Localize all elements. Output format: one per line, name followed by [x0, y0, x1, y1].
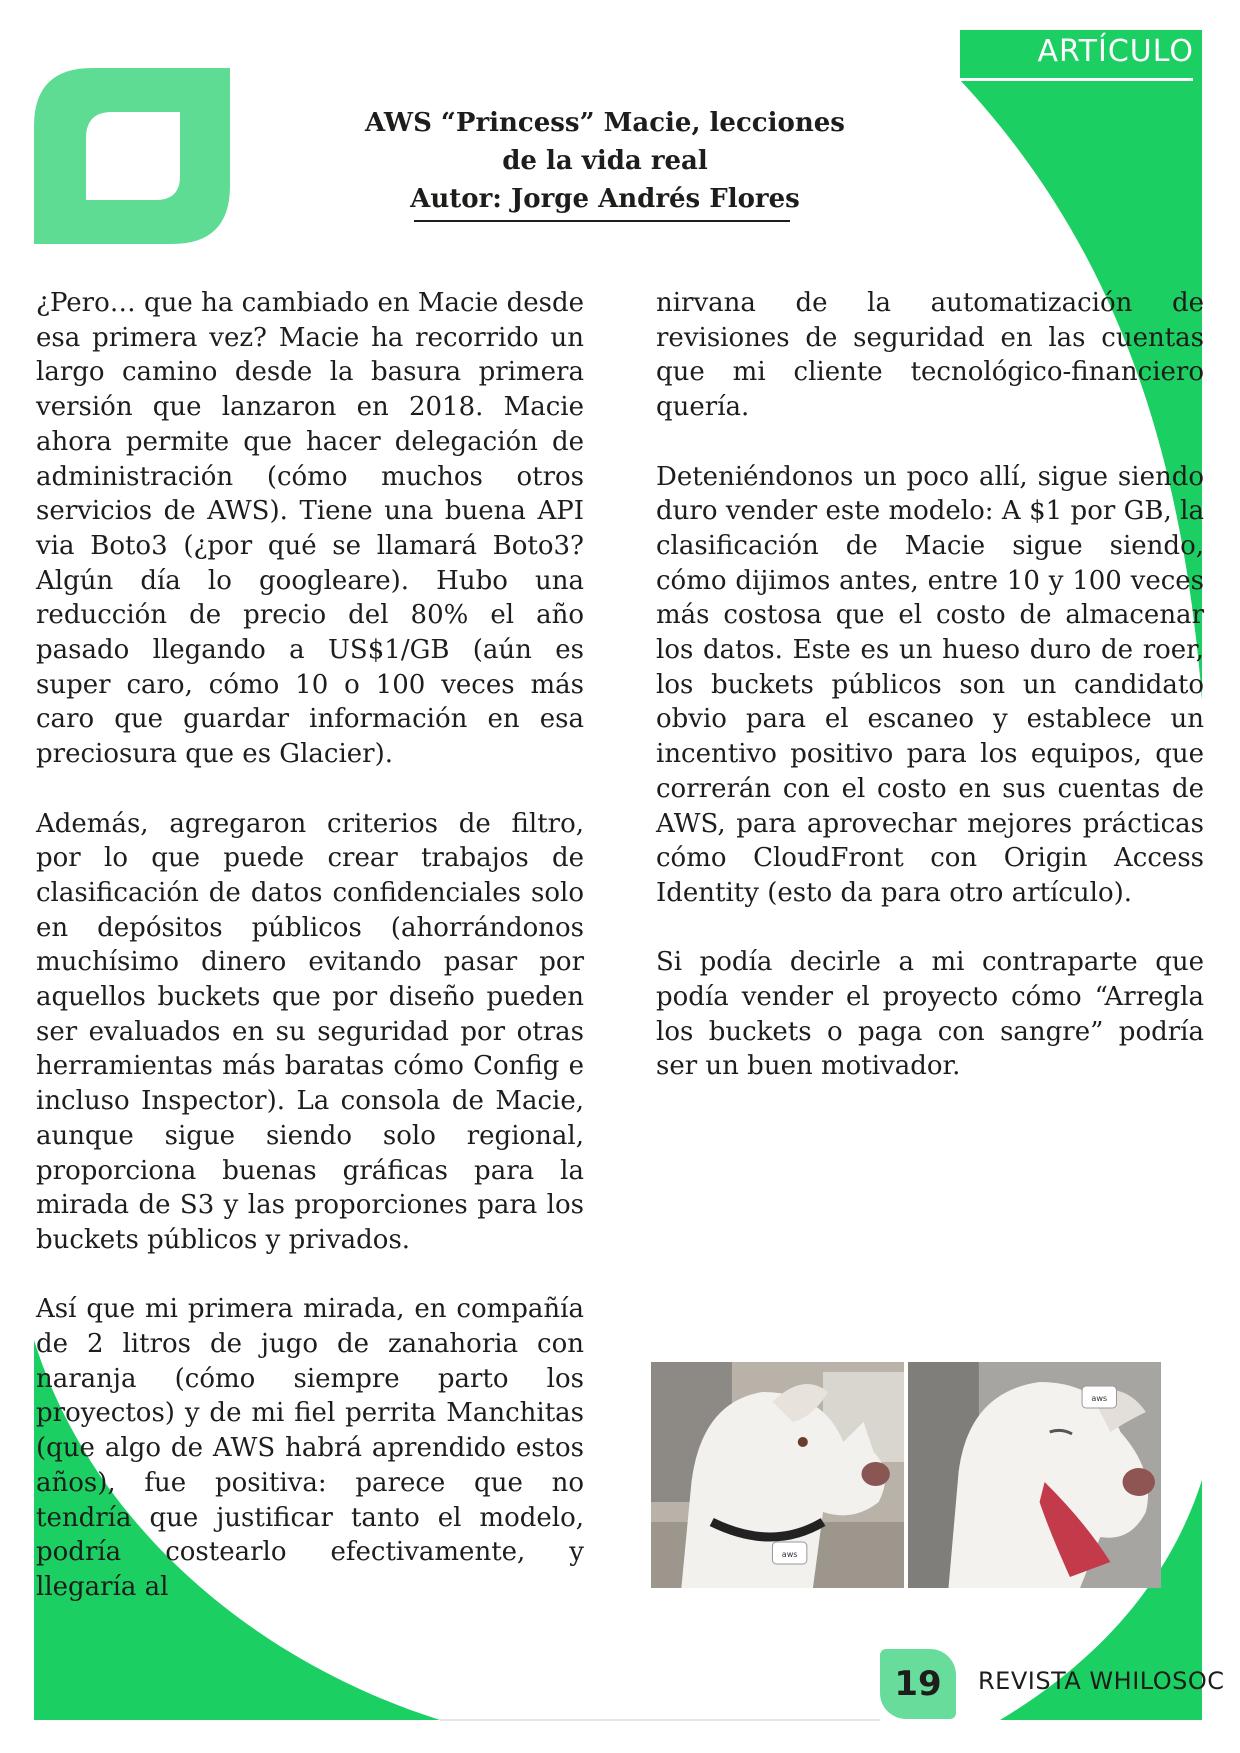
magazine-name: REVISTA WHILOSOC: [978, 1667, 1225, 1695]
paragraph: nirvana de la automatización de revisiones de seguridad en las cuentas que mi cliente tecnológico-financiero quería.: [656, 288, 1204, 423]
article-column-left: [36, 286, 584, 1639]
dog-photos: [651, 1362, 1161, 1588]
collar-tag-text: aws: [1091, 1394, 1108, 1403]
article-title-line1: AWS “Princess” Macie, lecciones: [365, 108, 845, 138]
paragraph: Además, agregaron criterios de filtro, por lo que puede crear trabajos de clasificación de datos confidenciales solo en depósitos públicos (ahorrándonos muchísimo dinero evitando pasar por aquellos buckets que por diseño pueden ser evaluados en su seguridad por otras herramientas más baratas cómo Config e incluso Inspector). La consola de Macie, aunque sigue siendo solo regional, proporciona buenas gráficas para la mirada de S3 y las proporciones para los buckets públicos y privados.: [36, 808, 584, 1255]
collar-tag-text: aws: [781, 1550, 798, 1559]
article-author: Autor: Jorge Andrés Flores: [410, 184, 800, 214]
article-title-line2: de la vida real: [502, 146, 708, 176]
section-rule: [960, 78, 1193, 81]
paragraph: ¿Pero… que ha cambiado en Macie desde esa primera vez? Macie ha recorrido un largo camino desde la basura primera versión que lanzaron en 2018. Macie ahora permite que hacer delegación de administración (cómo muchos otros servicios de AWS). Tiene una buena API via Boto3 (¿por qué se llamará Boto3? Algún día lo googleare). Hubo una reducción de precio del 80% el año pasado llegando a US$1/GB (aún es super caro, cómo 10 o 100 veces más caro que guardar información en esa preciosura que es Glacier).: [36, 288, 584, 770]
title-underline: [414, 220, 790, 222]
article-column-right: [656, 286, 1204, 1119]
dog-photo-right: [908, 1362, 1161, 1588]
section-label: ARTÍCULO: [1037, 34, 1194, 69]
page-number-badge: [880, 1649, 956, 1719]
dog-photo-left: [651, 1362, 904, 1588]
leaf-logo-icon: [34, 68, 230, 244]
page-number: 19: [894, 1664, 942, 1704]
paragraph: Así que mi primera mirada, en compañía de 2 litros de jugo de zanahoria con naranja (cómo siempre parto los proyectos) y de mi fiel perrita Manchitas (que algo de AWS habrá aprendido estos años), fue positiva: parece que no tendría que justificar tanto el modelo, podría costearlo efectivamente, y llegaría al: [36, 1294, 584, 1602]
paragraph: Si podía decirle a mi contraparte que podía vender el proyecto cómo “Arregla los buckets o paga con sangre” podría ser un buen motivador.: [656, 947, 1204, 1082]
article-title-block: [330, 104, 880, 218]
paragraph: Deteniéndonos un poco allí, sigue siendo duro vender este modelo: A $1 por GB, la clasificación de Macie sigue siendo, cómo dijimos antes, entre 10 y 100 veces más costosa que el costo de almacenar los datos. Este es un hueso duro de roer, los buckets públicos son un candidato obvio para el escaneo y establece un incentivo positivo para los equipos, que correrán con el costo en sus cuentas de AWS, para aprovechar mejores prácticas cómo CloudFront con Origin Access Identity (esto da para otro artículo).: [656, 461, 1204, 908]
